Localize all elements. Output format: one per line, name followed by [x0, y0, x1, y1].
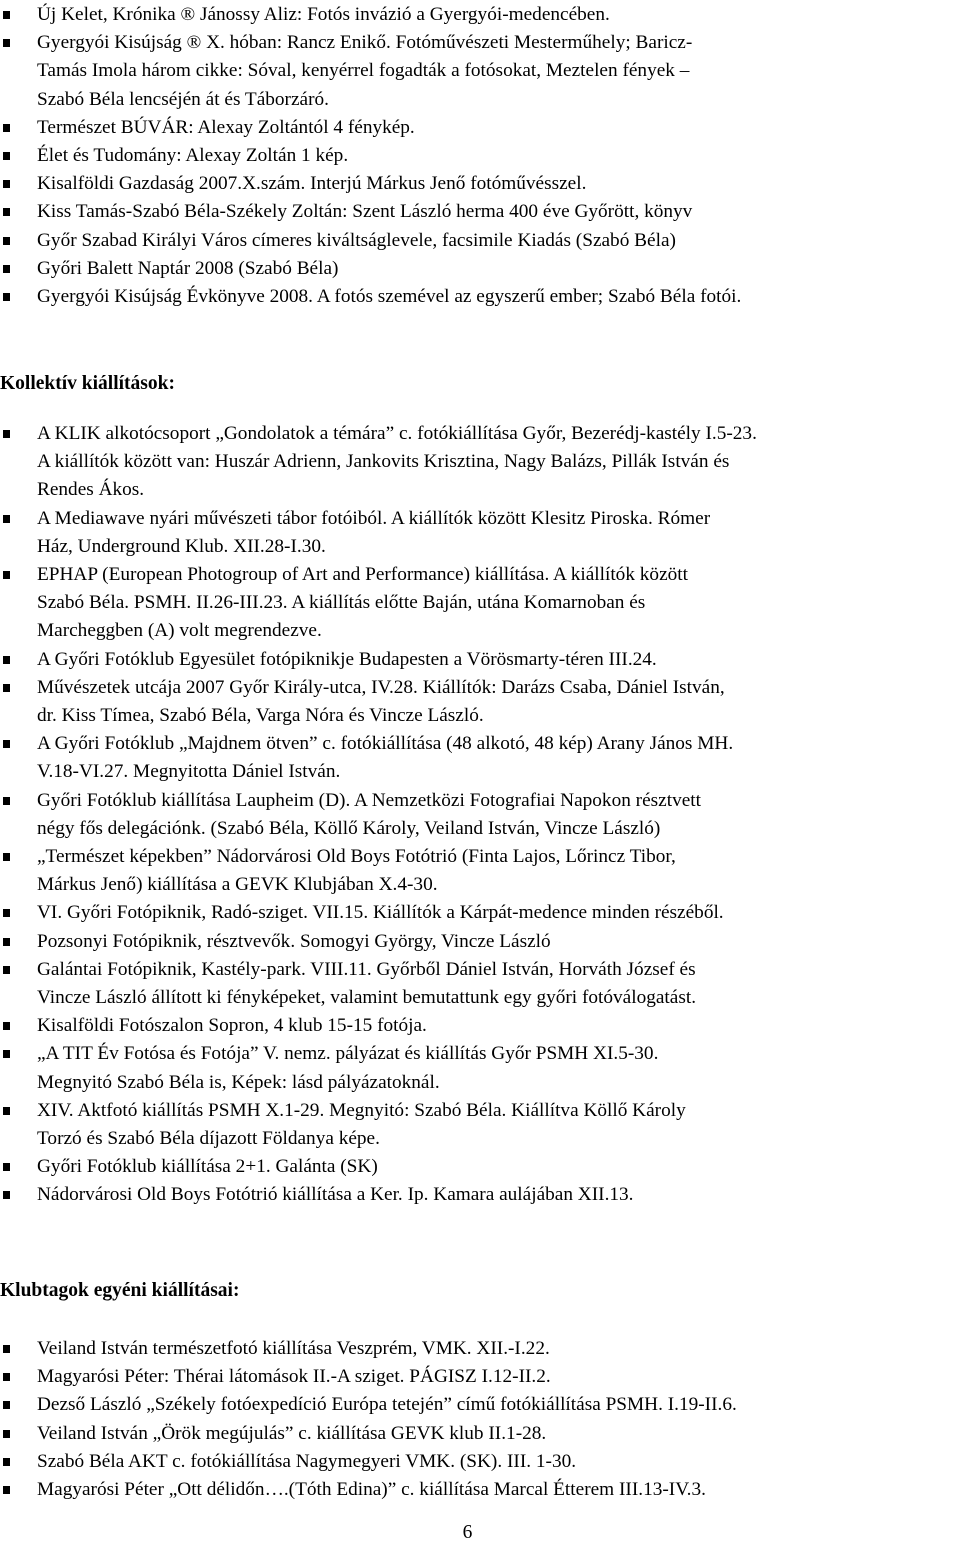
square-bullet-icon: [3, 1401, 10, 1409]
list-item: [0, 505, 955, 561]
list-item-text: A Győri Fotóklub Egyesület fotópiknikje Budapesten a Vörösmarty-téren III.24.: [37, 648, 657, 670]
square-bullet-icon: [3, 293, 10, 301]
list-item-text: Galántai Fotópiknik, Kastély-park. VIII.11. Győrből Dániel István, Horváth József és Vincze László állított ki fényképeket, valamint bemutattunk egy győri fotóválogatást.: [37, 958, 697, 1009]
square-bullet-icon: [3, 1022, 10, 1030]
list-item: [0, 29, 955, 114]
square-bullet-icon: [3, 1373, 10, 1381]
square-bullet-icon: [3, 797, 10, 805]
square-bullet-icon: [3, 853, 10, 861]
press-list: [0, 1, 955, 311]
list-item-text: Gyergyói Kisújság Évkönyve 2008. A fotós szemével az egyszerű ember; Szabó Béla fotói.: [37, 286, 742, 308]
square-bullet-icon: [3, 1486, 10, 1494]
list-item: [0, 227, 955, 255]
list-item: [0, 142, 955, 170]
square-bullet-icon: [3, 909, 10, 917]
square-bullet-icon: [3, 656, 10, 664]
list-item-text: Veiland István természetfotó kiállítása Veszprém, VMK. XII.-I.22.: [37, 1338, 550, 1359]
square-bullet-icon: [3, 180, 10, 188]
square-bullet-icon: [3, 1345, 10, 1353]
section-heading-collective-exhibitions: Kollektív kiállítások:: [0, 373, 175, 394]
list-item-text: A KLIK alkotócsoport „Gondolatok a témára” c. fotókiállítása Győr, Bezerédj-kastély I.5-23. A kiállítók között van: Huszár Adrienn, Jankovits Krisztina, Nagy Balázs, Pillák István és Rendes Ákos.: [37, 423, 757, 501]
list-item-text: Győri Fotóklub kiállítása Laupheim (D). A Nemzetközi Fotografiai Napokon résztvett négy fős delegációnk. (Szabó Béla, Köllő Károly, Veiland István, Vincze László): [37, 789, 701, 839]
square-bullet-icon: [3, 684, 10, 692]
list-item: [0, 198, 955, 226]
square-bullet-icon: [3, 39, 10, 47]
square-bullet-icon: [3, 430, 10, 438]
list-item-text: Kisalföldi Fotószalon Sopron, 4 klub 15-15 fotója.: [37, 1015, 427, 1037]
list-item: [0, 283, 955, 311]
list-item: [0, 646, 955, 674]
square-bullet-icon: [3, 1163, 10, 1171]
list-item: [0, 899, 955, 927]
list-item-text: Gyergyói Kisújság ® X. hóban: Rancz Enikő. Fotóművészeti Mesterműhely; Baricz- Tamás Imola három cikke: Sóval, kenyérrel fogadták a fotósokat, Meztelen fények – Szabó Béla lencséjén át és Táborzáró.: [37, 32, 693, 110]
square-bullet-icon: [3, 11, 10, 19]
square-bullet-icon: [3, 740, 10, 748]
list-item-text: Nádorvárosi Old Boys Fotótrió kiállítása a Ker. Ip. Kamara aulájában XII.13.: [37, 1184, 634, 1206]
square-bullet-icon: [3, 1458, 10, 1466]
square-bullet-icon: [3, 938, 10, 946]
collective-exhibitions-list: [0, 420, 955, 1210]
list-item: [0, 730, 955, 786]
list-item: [0, 787, 955, 843]
list-item-text: VI. Győri Fotópiknik, Radó-sziget. VII.15. Kiállítók a Kárpát-medence minden részéből.: [37, 902, 724, 924]
square-bullet-icon: [3, 1050, 10, 1058]
list-item-text: Magyarósi Péter: Thérai látomások II.-A sziget. PÁGISZ I.12-II.2.: [37, 1366, 551, 1388]
list-item-text: Pozsonyi Fotópiknik, résztvevők. Somogyi György, Vincze László: [37, 930, 551, 952]
list-item: [0, 1363, 955, 1391]
list-item-text: Győri Balett Naptár 2008 (Szabó Béla): [37, 257, 339, 279]
list-item-text: Élet és Tudomány: Alexay Zoltán 1 kép.: [37, 145, 349, 167]
list-item: [0, 1335, 955, 1363]
list-item: [0, 1420, 955, 1448]
list-item-text: Kisalföldi Gazdaság 2007.X.szám. Interjú Márkus Jenő fotóművésszel.: [37, 173, 587, 195]
list-item: [0, 928, 955, 956]
list-item: [0, 674, 955, 730]
list-item: [0, 1097, 955, 1153]
list-item-text: Veiland István „Örök megújulás” c. kiállítása GEVK klub II.1-28.: [37, 1422, 547, 1444]
list-item-text: Magyarósi Péter „Ott délidőn….(Tóth Edina)” c. kiállítása Marcal Étterem III.13-IV.3.: [37, 1479, 706, 1501]
square-bullet-icon: [3, 237, 10, 245]
list-item: [0, 1153, 955, 1181]
member-exhibitions-list: [0, 1335, 955, 1504]
list-item-text: Új Kelet, Krónika ® Jánossy Aliz: Fotós invázió a Gyergyói-medencében.: [37, 4, 610, 25]
list-item-text: „Természet képekben” Nádorvárosi Old Boys Fotótrió (Finta Lajos, Lőrincz Tibor, Márkus Jenő) kiállítása a GEVK Klubjában X.4-30.: [37, 846, 676, 896]
list-item-text: EPHAP (European Photogroup of Art and Performance) kiállítása. A kiállítók között Szabó Béla. PSMH. II.26-III.23. A kiállítás előtte Baján, utána Komarnoban és Marcheggben (A) volt megrendezve.: [37, 564, 688, 642]
list-item: [0, 1391, 955, 1419]
list-item-text: XIV. Aktfotó kiállítás PSMH X.1-29. Megnyitó: Szabó Béla. Kiállítva Köllő Károly Torzó és Szabó Béla díjazott Földanya képe.: [37, 1099, 686, 1150]
square-bullet-icon: [3, 124, 10, 132]
list-item-text: Győr Szabad Királyi Város címeres kiváltságlevele, facsimile Kiadás (Szabó Béla): [37, 229, 676, 251]
list-item-text: Dezső László „Székely fotóexpedíció Európa tetején” című fotókiállítása PSMH. I.19-II.6.: [37, 1394, 737, 1416]
square-bullet-icon: [3, 966, 10, 974]
list-item: [0, 561, 955, 646]
list-item: [0, 255, 955, 283]
list-item: [0, 1448, 955, 1476]
list-item: [0, 1040, 955, 1096]
list-item: [0, 1, 955, 29]
list-item-text: Természet BÚVÁR: Alexay Zoltántól 4 fénykép.: [37, 116, 415, 138]
square-bullet-icon: [3, 515, 10, 523]
list-item-text: Kiss Tamás-Szabó Béla-Székely Zoltán: Szent László herma 400 éve Győrött, könyv: [37, 201, 693, 223]
list-item: [0, 1476, 955, 1504]
section-heading-member-exhibitions: Klubtagok egyéni kiállításai:: [0, 1280, 240, 1301]
square-bullet-icon: [3, 208, 10, 216]
list-item-text: Szabó Béla AKT c. fotókiállítása Nagymegyeri VMK. (SK). III. 1-30.: [37, 1450, 577, 1472]
square-bullet-icon: [3, 152, 10, 160]
list-item: [0, 843, 955, 899]
list-item-text: A Győri Fotóklub „Majdnem ötven” c. fotókiállítása (48 alkotó, 48 kép) Arany János MH. V.18-VI.27. Megnyitotta Dániel István.: [37, 733, 734, 783]
list-item-text: A Mediawave nyári művészeti tábor fotóiból. A kiállítók között Klesitz Piroska. Rómer Ház, Underground Klub. XII.28-I.30.: [37, 507, 711, 557]
square-bullet-icon: [3, 1107, 10, 1115]
page-number: 6: [462, 1522, 473, 1543]
list-item: [0, 420, 955, 505]
list-item: [0, 1181, 955, 1209]
square-bullet-icon: [3, 1430, 10, 1438]
square-bullet-icon: [3, 1191, 10, 1199]
list-item: [0, 1012, 955, 1040]
square-bullet-icon: [3, 265, 10, 273]
list-item-text: „A TIT Év Fotósa és Fotója” V. nemz. pályázat és kiállítás Győr PSMH XI.5-30. Megnyitó Szabó Béla is, Képek: lásd pályázatoknál.: [37, 1043, 659, 1093]
list-item: [0, 956, 955, 1012]
list-item: [0, 114, 955, 142]
list-item-text: Győri Fotóklub kiállítása 2+1. Galánta (SK): [37, 1156, 378, 1178]
list-item-text: Művészetek utcája 2007 Győr Király-utca, IV.28. Kiállítók: Darázs Csaba, Dániel István, dr. Kiss Tímea, Szabó Béla, Varga Nóra és Vincze László.: [37, 676, 725, 727]
list-item: [0, 170, 955, 198]
square-bullet-icon: [3, 571, 10, 579]
